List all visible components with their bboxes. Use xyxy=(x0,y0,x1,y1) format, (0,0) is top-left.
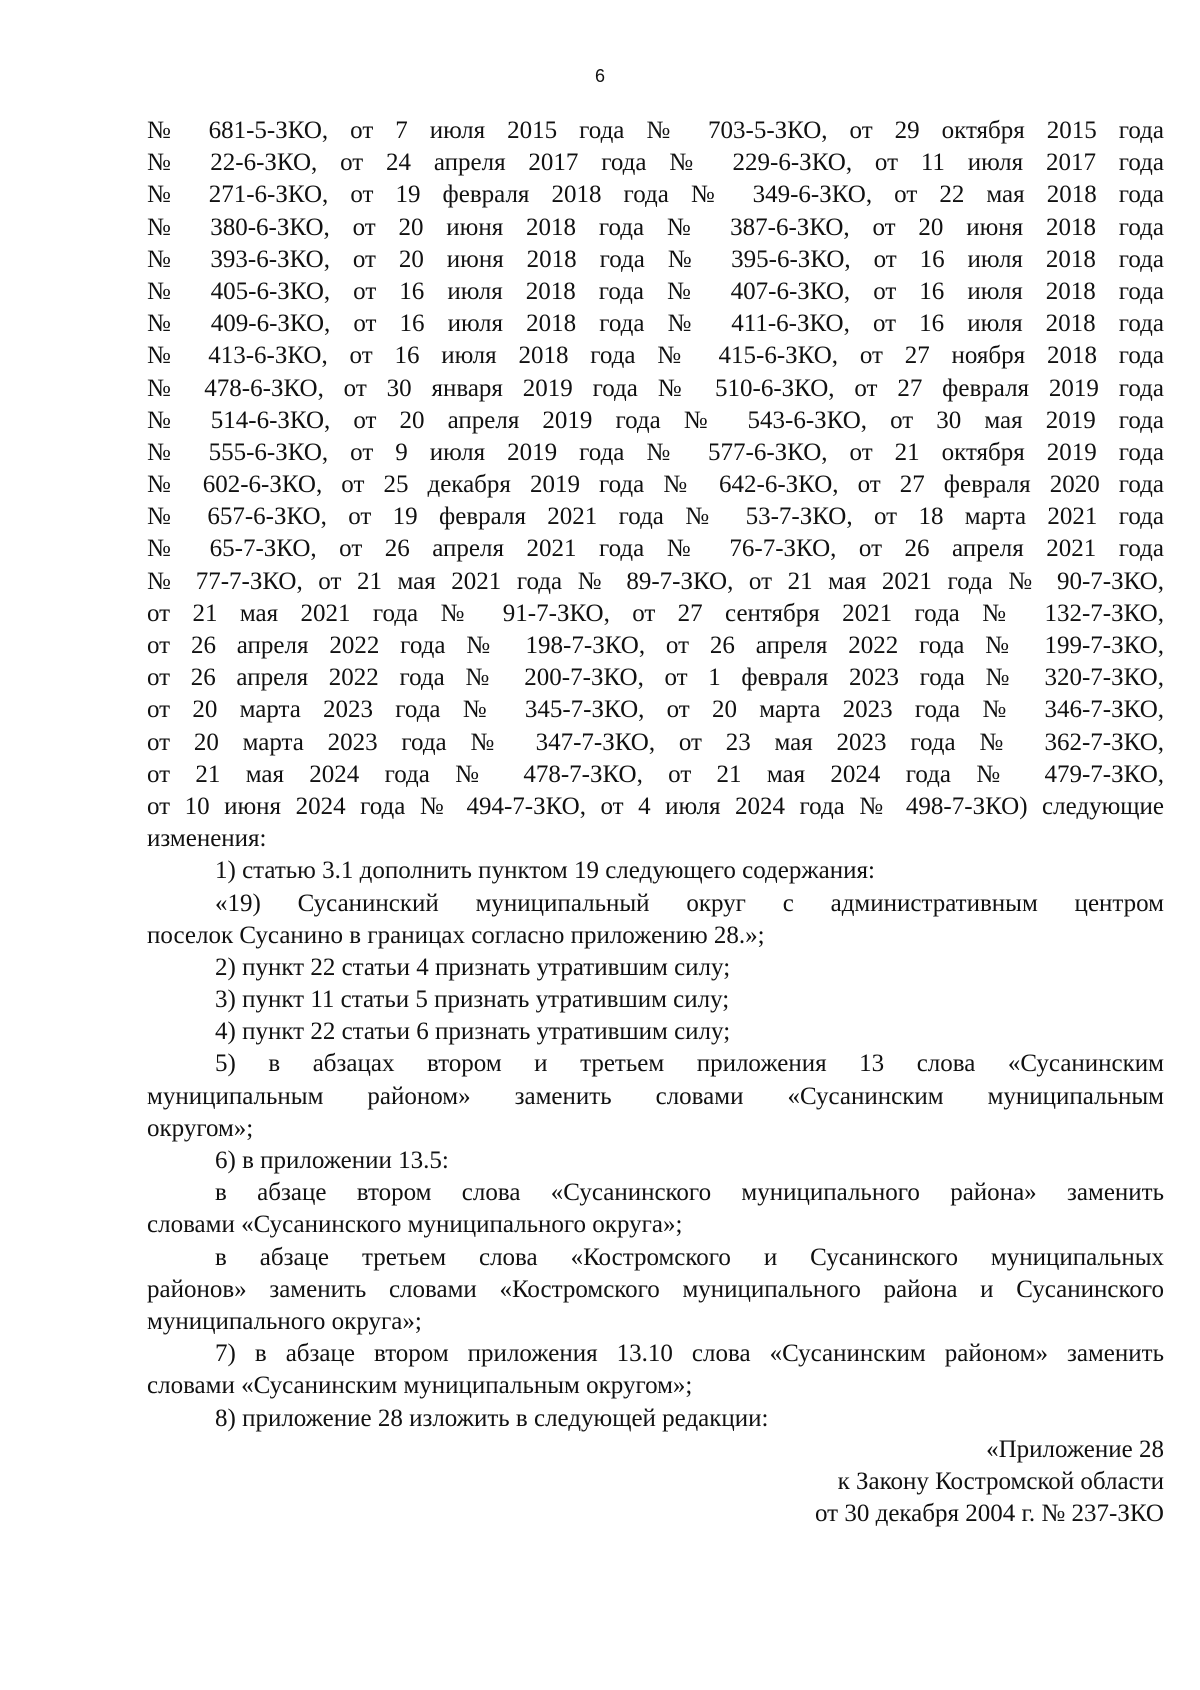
text-line: 5) в абзацах втором и третьем приложения 13 слова «Сусанинским xyxy=(215,1050,1164,1078)
text-line: округом»; xyxy=(147,1114,254,1142)
text-line: 8) приложение 28 изложить в следующей редакции: xyxy=(215,1404,769,1432)
text-line: № 555-6-ЗКО, от 9 июля 2019 года № 577-6-ЗКО, от 21 октября 2019 года xyxy=(147,438,1164,466)
text-line: от 21 мая 2021 года № 91-7-ЗКО, от 27 сентября 2021 года № 132-7-ЗКО, xyxy=(147,599,1164,627)
text-line: от 21 мая 2024 года № 478-7-ЗКО, от 21 мая 2024 года № 479-7-ЗКО, xyxy=(147,760,1164,788)
appendix-header xyxy=(147,1434,1164,1531)
text-line: № 413-6-ЗКО, от 16 июля 2018 года № 415-6-ЗКО, от 27 ноября 2018 года xyxy=(147,342,1164,370)
text-line: № 681-5-ЗКО, от 7 июля 2015 года № 703-5-ЗКО, от 29 октября 2015 года xyxy=(147,117,1164,144)
text-line: № 478-6-ЗКО, от 30 января 2019 года № 510-6-ЗКО, от 27 февраля 2019 года xyxy=(147,374,1164,402)
text-line: словами «Сусанинского муниципального округа»; xyxy=(147,1211,683,1239)
text-line: № 405-6-ЗКО, от 16 июля 2018 года № 407-6-ЗКО, от 16 июля 2018 года xyxy=(147,277,1164,305)
text-line: № 514-6-ЗКО, от 20 апреля 2019 года № 543-6-ЗКО, от 30 мая 2019 года xyxy=(147,406,1164,434)
text-line: от 10 июня 2024 года № 494-7-ЗКО, от 4 июля 2024 года № 498-7-ЗКО) следующие xyxy=(147,792,1164,820)
text-line: от 26 апреля 2022 года № 200-7-ЗКО, от 1 февраля 2023 года № 320-7-ЗКО, xyxy=(147,664,1164,692)
page-number: 6 xyxy=(594,66,605,86)
text-line: № 65-7-ЗКО, от 26 апреля 2021 года № 76-7-ЗКО, от 26 апреля 2021 года xyxy=(147,535,1164,563)
text-line: поселок Сусанино в границах согласно приложению 28.»; xyxy=(147,921,765,949)
text-line: № 77-7-ЗКО, от 21 мая 2021 года № 89-7-ЗКО, от 21 мая 2021 года № 90-7-ЗКО, xyxy=(147,567,1164,595)
text-line: № 271-6-ЗКО, от 19 февраля 2018 года № 349-6-ЗКО, от 22 мая 2018 года xyxy=(147,181,1164,209)
appendix-header-line: «Приложение 28 xyxy=(986,1436,1164,1463)
text-line: № 657-6-ЗКО, от 19 февраля 2021 года № 53-7-ЗКО, от 18 марта 2021 года xyxy=(147,503,1164,531)
text-line: от 20 марта 2023 года № 347-7-ЗКО, от 23 мая 2023 года № 362-7-ЗКО, xyxy=(147,728,1164,756)
appendix-header-line: от 30 декабря 2004 г. № 237-ЗКО xyxy=(815,1500,1164,1528)
text-line: 2) пункт 22 статьи 4 признать утратившим силу; xyxy=(215,953,731,981)
text-line: в абзаце третьем слова «Костромского и Сусанинского муниципальных xyxy=(215,1243,1164,1271)
text-line: 4) пункт 22 статьи 6 признать утратившим силу; xyxy=(215,1018,731,1046)
text-line: № 409-6-ЗКО, от 16 июля 2018 года № 411-6-ЗКО, от 16 июля 2018 года xyxy=(147,310,1164,338)
text-line: муниципального округа»; xyxy=(147,1307,422,1335)
text-line: 7) в абзаце втором приложения 13.10 слова «Сусанинским районом» заменить xyxy=(215,1340,1164,1368)
text-line: от 20 марта 2023 года № 345-7-ЗКО, от 20 марта 2023 года № 346-7-ЗКО, xyxy=(147,696,1164,724)
text-line: № 380-6-ЗКО, от 20 июня 2018 года № 387-6-ЗКО, от 20 июня 2018 года xyxy=(147,213,1164,241)
text-line: словами «Сусанинским муниципальным округом»; xyxy=(147,1372,693,1400)
text-line: № 602-6-ЗКО, от 25 декабря 2019 года № 642-6-ЗКО, от 27 февраля 2020 года xyxy=(147,471,1164,499)
text-line: № 393-6-ЗКО, от 20 июня 2018 года № 395-6-ЗКО, от 16 июля 2018 года xyxy=(147,245,1164,273)
text-line: в абзаце втором слова «Сусанинского муниципального района» заменить xyxy=(215,1179,1164,1207)
appendix-header-line: к Закону Костромской области xyxy=(837,1468,1164,1496)
text-line: № 22-6-ЗКО, от 24 апреля 2017 года № 229-6-ЗКО, от 11 июля 2017 года xyxy=(147,149,1164,177)
text-line: муниципальным районом» заменить словами «Сусанинским муниципальным xyxy=(147,1082,1164,1110)
text-line: 6) в приложении 13.5: xyxy=(215,1147,449,1174)
text-line: 3) пункт 11 статьи 5 признать утратившим силу; xyxy=(215,986,730,1014)
text-line: 1) статью 3.1 дополнить пунктом 19 следующего содержания: xyxy=(215,857,875,885)
text-line: изменения: xyxy=(147,825,267,853)
text-line: «19) Сусанинский муниципальный округ с административным центром xyxy=(215,889,1164,917)
document-body xyxy=(147,115,1164,1435)
text-line: районов» заменить словами «Костромского муниципального района и Сусанинского xyxy=(147,1275,1164,1303)
text-line: от 26 апреля 2022 года № 198-7-ЗКО, от 26 апреля 2022 года № 199-7-ЗКО, xyxy=(147,632,1164,659)
